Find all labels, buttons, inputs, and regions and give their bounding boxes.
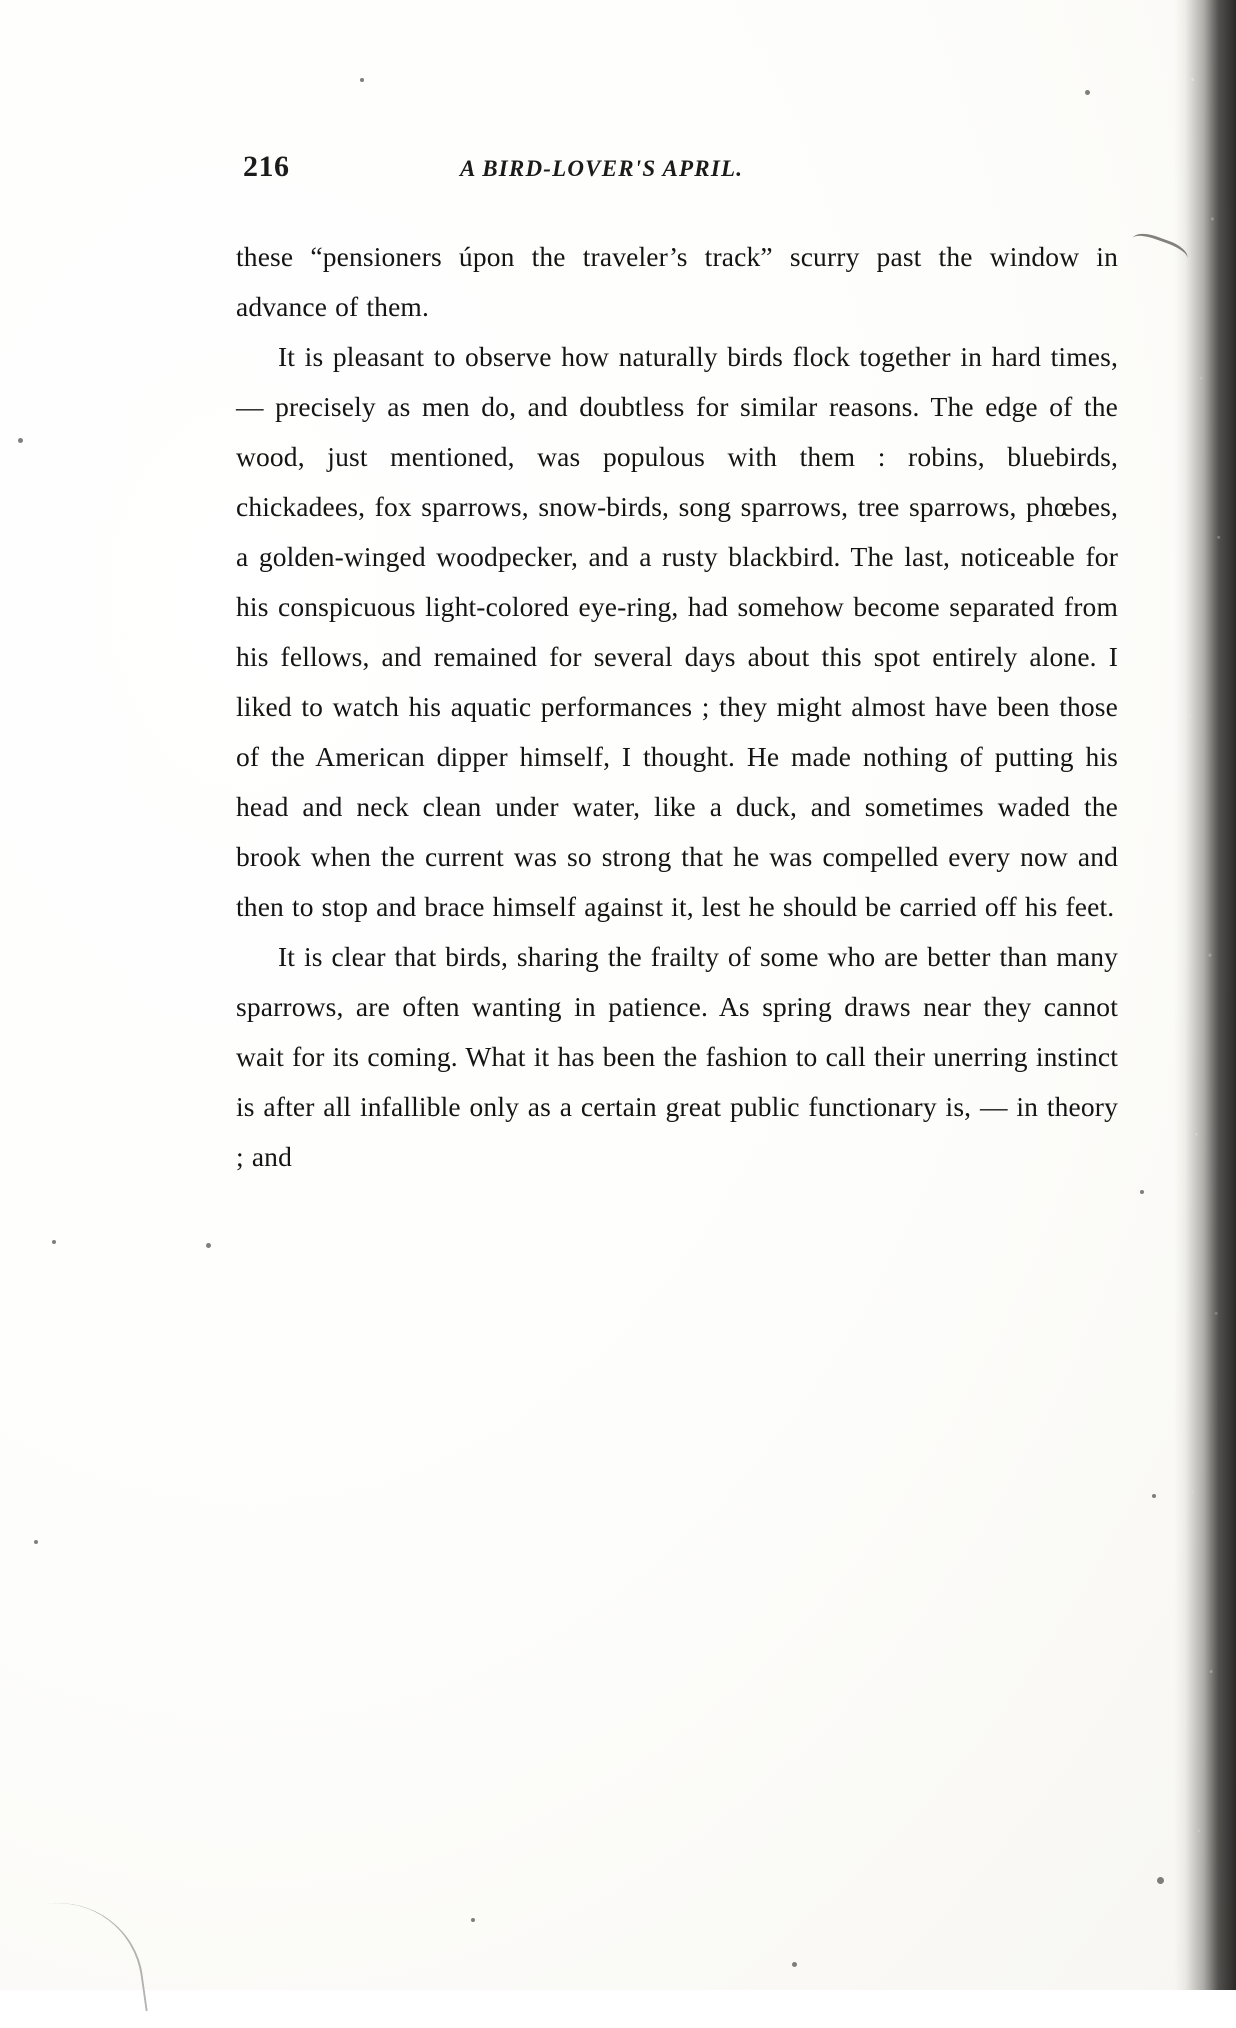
ink-speck	[1157, 1877, 1164, 1884]
ink-speck	[34, 1540, 38, 1544]
ink-speck	[206, 1243, 211, 1248]
ink-speck	[471, 1918, 475, 1922]
page-curl-edge	[10, 1892, 148, 2028]
ink-speck	[1140, 1190, 1144, 1194]
ink-speck	[18, 438, 23, 443]
paragraph-1: these “pensioners úpon the traveler’s track” scurry past the window in advance of them.	[236, 241, 1118, 322]
paragraph-2: It is pleasant to observe how naturally birds flock together in hard times, — precisely as men do, and doubtless for similar reasons. The edge of the wood, just mentioned, was populous with them : robins, bluebirds, chickadees, fox sparrows, snow-birds, song sparrows, tree sparrows, phœbes, a golden-winged woodpecker, and a rusty blackbird. The last, noticeable for his conspicuous light-colored eye-ring, had somehow become separated from his fellows, and remained for several days about this spot entirely alone. I liked to watch his aquatic performances ; they might almost have been those of the American dipper himself, I thought. He made nothing of putting his head and neck clean under water, like a duck, and sometimes waded the brook when the current was so strong that he was compelled every now and then to stop and brace himself against it, lest he should be carried off his feet.	[236, 341, 1118, 922]
body-text	[236, 232, 1118, 1182]
page-number: 216	[243, 150, 290, 183]
ink-speck	[1085, 90, 1090, 95]
ink-speck	[360, 78, 364, 82]
ink-speck	[1152, 1494, 1156, 1498]
paragraph-3: It is clear that birds, sharing the frailty of some who are better than many sparrows, are often wanting in patience. As spring draws near they cannot wait for its coming. What it has been the fashion to call their unerring instinct is after all infallible only as a certain great public functionary is, — in theory ; and	[236, 941, 1118, 1172]
gutter-speckle-texture	[1174, 0, 1236, 1990]
ink-speck	[792, 1962, 797, 1967]
ink-speck	[52, 1240, 56, 1244]
running-head	[0, 150, 1236, 192]
chapter-title: A BIRD-LOVER'S APRIL.	[460, 156, 744, 181]
